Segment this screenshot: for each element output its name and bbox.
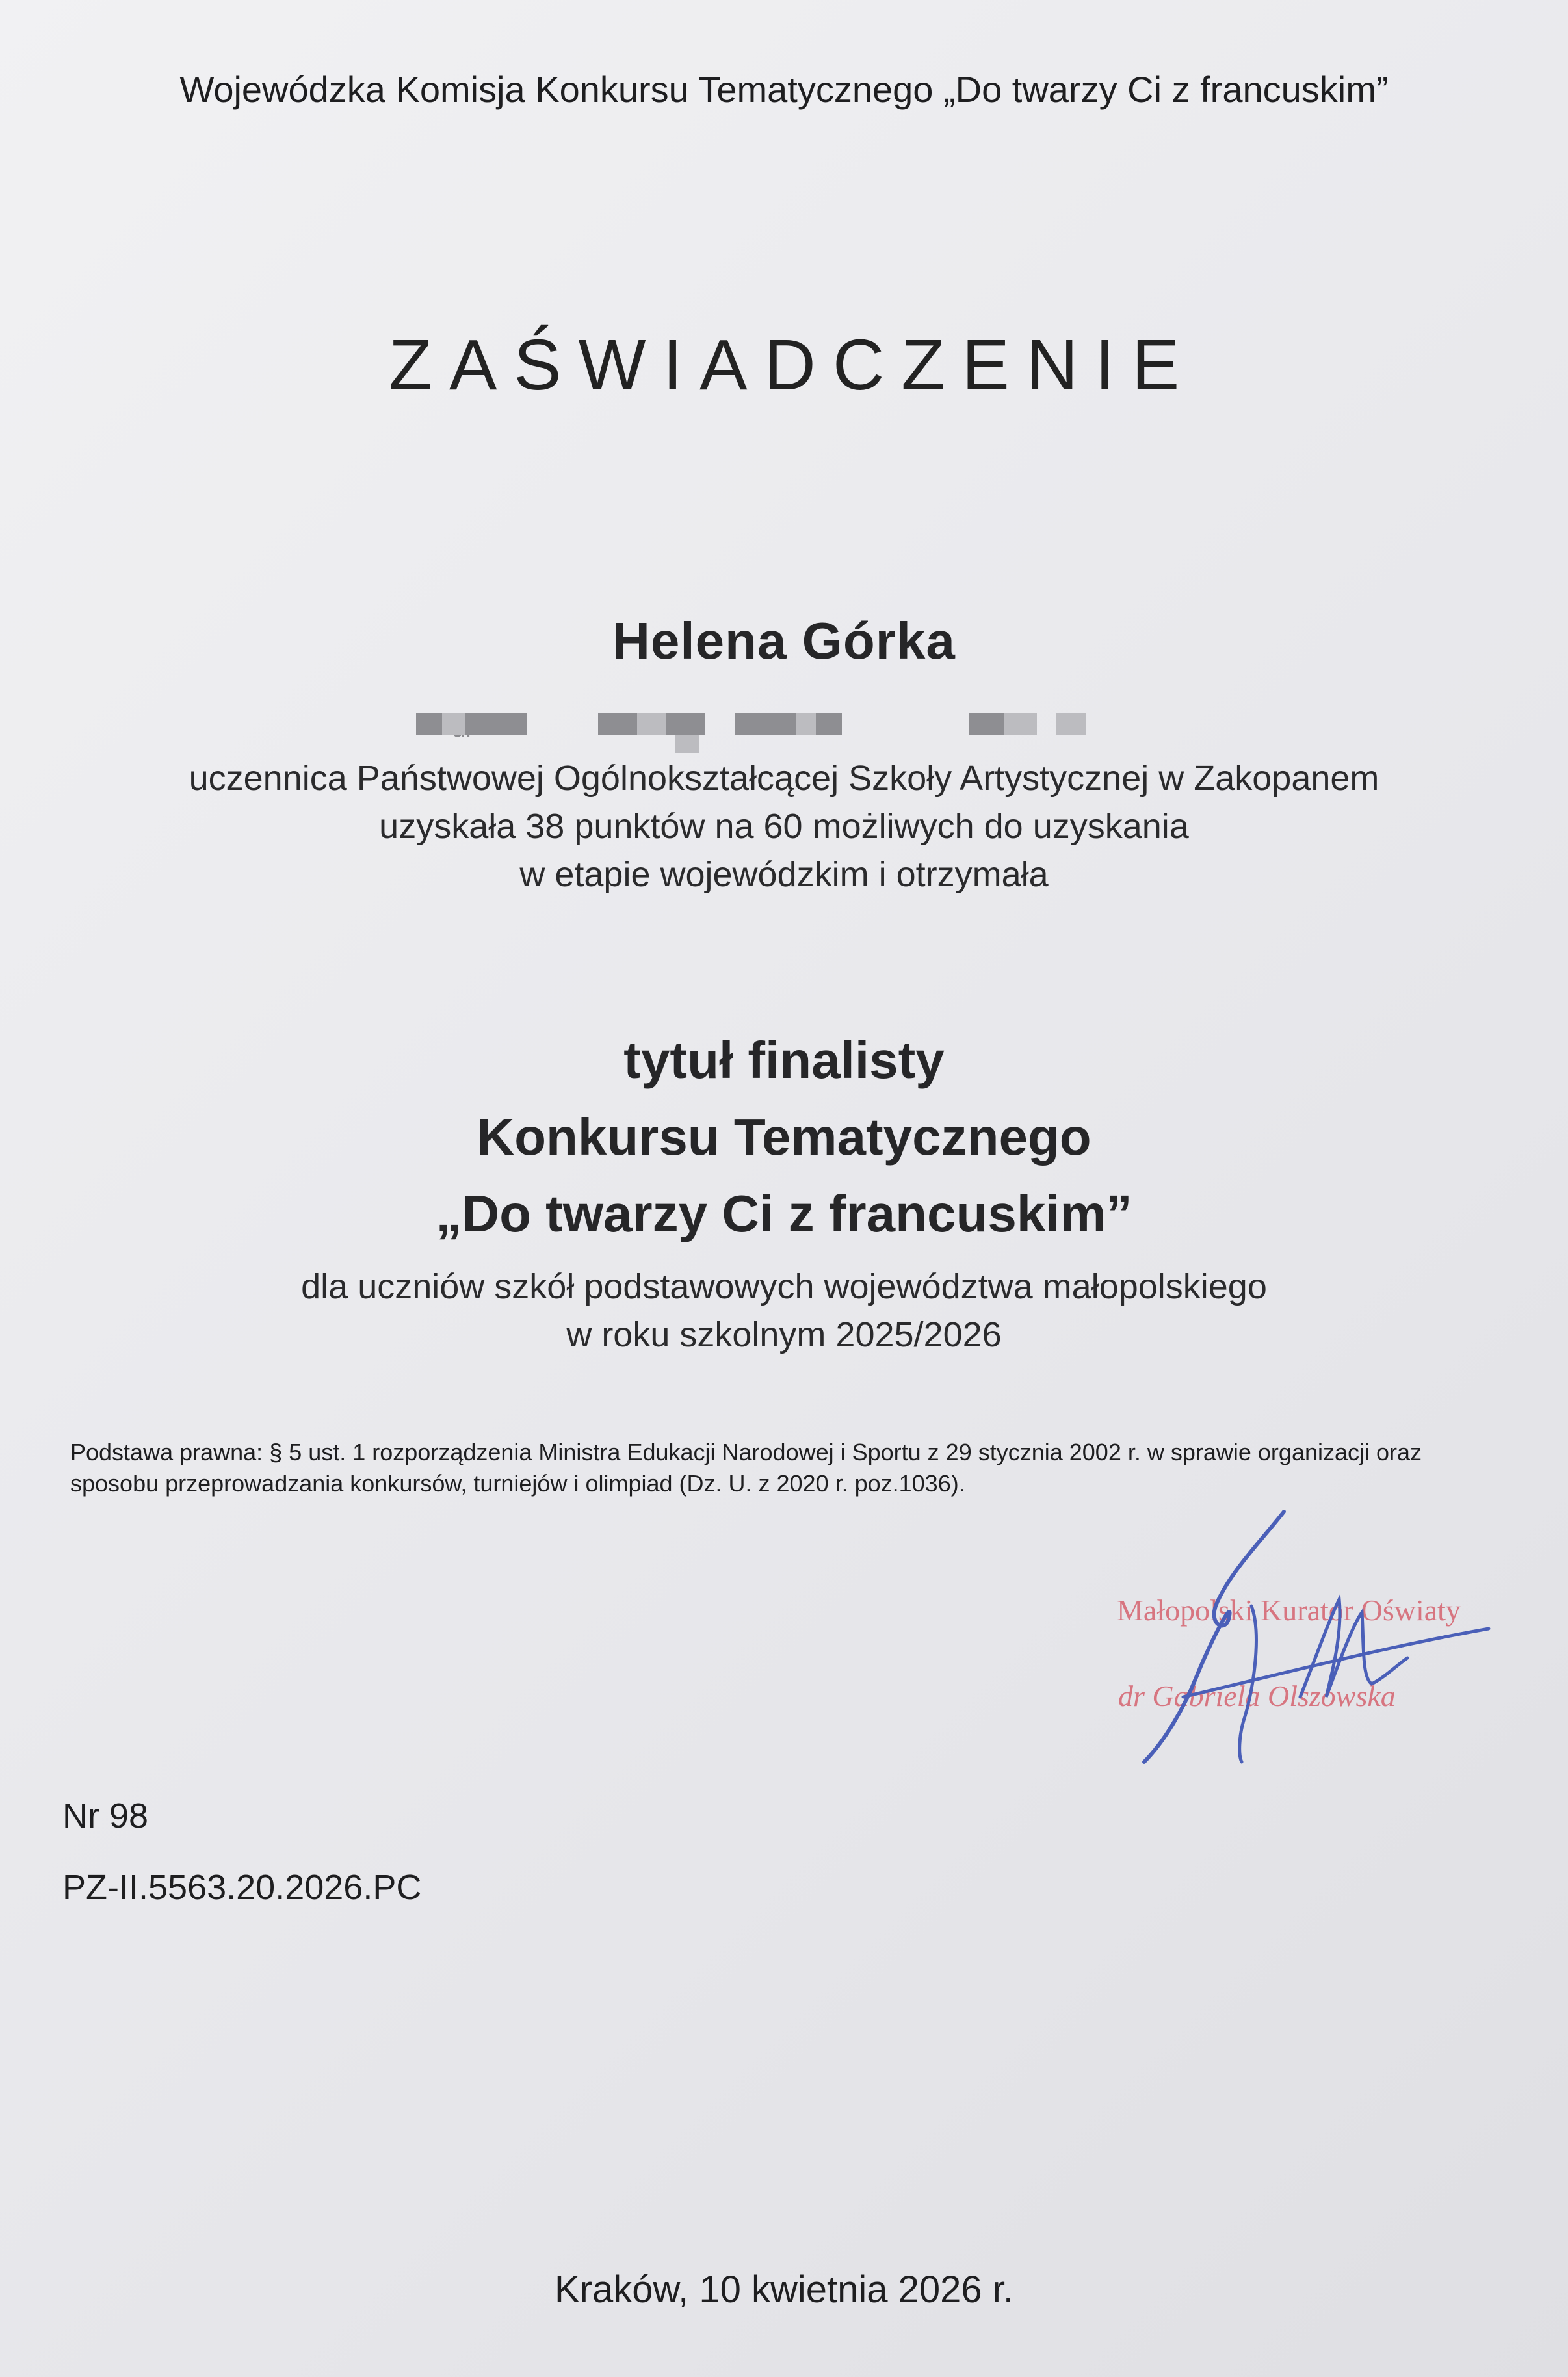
award-line: tytuł finalisty <box>623 1031 945 1089</box>
scope-line: w roku szkolnym 2025/2026 <box>566 1315 1002 1354</box>
score-line: uzyskała 38 punktów na 60 możliwych do uzyskania <box>379 807 1189 846</box>
award-line: Konkursu Tematycznego <box>477 1108 1091 1166</box>
achievement-text <box>0 754 1568 899</box>
scope-line: dla uczniów szkół podstawowych województwa małopolskiego <box>301 1267 1267 1306</box>
award-line: „Do twarzy Ci z francuskim” <box>436 1185 1132 1242</box>
student-name: Helena Górka <box>612 612 956 670</box>
certificate-number: Nr 98 <box>62 1796 149 1835</box>
document-title: ZAŚWIADCZENIE <box>388 325 1197 405</box>
redacted-pixelation <box>416 707 1131 753</box>
reference-code: PZ-II.5563.20.2026.PC <box>62 1868 422 1907</box>
school-line: uczennica Państwowej Ogólnokształcącej Szkoły Artystycznej w Zakopanem <box>189 759 1379 798</box>
place-and-date: Kraków, 10 kwietnia 2026 r. <box>554 2268 1014 2311</box>
competition-scope <box>0 1263 1568 1359</box>
issuer-header: Wojewódzka Komisja Konkursu Tematycznego „Do twarzy Ci z francuskim” <box>179 69 1389 110</box>
award-title <box>0 1022 1568 1252</box>
handwritten-signature <box>1105 1502 1495 1775</box>
stamp-title: Małopolski Kurator Oświaty <box>1117 1594 1461 1627</box>
stage-line: w etapie wojewódzkim i otrzymała <box>519 855 1049 894</box>
legal-basis: Podstawa prawna: § 5 ust. 1 rozporządzenia Ministra Edukacji Narodowej i Sportu z 29 stycznia 2002 r. w sprawie organizacji oraz sposobu przeprowadzania konkursów, turniejów i olimpiad (Dz. U. z 2020 r. poz.1036). <box>70 1439 1422 1497</box>
stamp-name: dr Gabriela Olszowska <box>1118 1679 1396 1713</box>
